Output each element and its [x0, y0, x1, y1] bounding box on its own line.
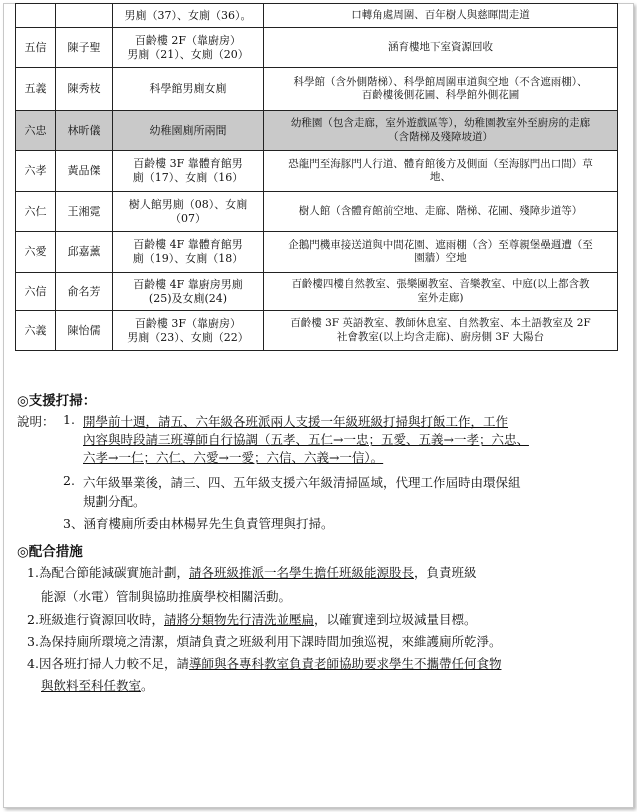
measures-item2-post: ，以確實達到垃圾減量目標。: [313, 612, 477, 627]
support-item2-line2: 規劃分配。: [83, 494, 146, 509]
area-cell-line: 園牆）空地: [414, 252, 467, 264]
measures-item4-post: 。: [141, 678, 154, 693]
teacher-cell: 俞名芳: [56, 273, 113, 311]
table-row: [16, 28, 618, 68]
measures-item4-emphasis2: 與飲料至科任教室: [41, 678, 142, 693]
restroom-cell-line: 百齡樓 3F（靠廚房）: [134, 316, 242, 330]
teacher-cell: 陳怡儒: [56, 311, 113, 351]
restroom-cell: [113, 273, 264, 311]
restroom-cell-line: 科學館男廁女廁: [149, 82, 227, 96]
restroom-cell-line: 廁（19）、女廁（18）: [132, 252, 244, 265]
teacher-cell: 邱嘉薰: [56, 232, 113, 273]
measures-item4-line2: [41, 676, 154, 694]
restroom-cell: [113, 232, 264, 273]
area-cell-line: 百齡樓四樓自然教室、張樂團教室、音樂教室、中庭(以上都含教: [291, 278, 590, 291]
area-cell-line: 科學館（含外側階梯）、科學館周圍車道與空地（不含遮雨棚）、: [293, 75, 588, 88]
measures-item4-emphasis1: 導師與各專科教室負責老師協助要求學生不攜帶任何食物: [188, 656, 502, 671]
teacher-cell: 林昕儀: [56, 111, 113, 151]
support-item1-line1: 開學前十週，請五、六年級各班派兩人支援一年級班級打掃與打飯工作，工作: [83, 414, 509, 429]
measures-item1: [27, 563, 476, 581]
restroom-cell: [113, 68, 264, 111]
measures-item3-num: 3.: [27, 634, 39, 649]
measures-item3: [27, 632, 501, 650]
table-row: [16, 68, 618, 111]
restroom-cell-line: 男廁（21）、女廁（20）: [127, 47, 249, 61]
measures-item2: [27, 610, 476, 628]
area-cell-line: 樹人館（含體育館前空地、走廊、階梯、花圃、殘障步道等）: [298, 204, 583, 217]
restroom-cell: [113, 28, 264, 68]
area-cell-line: 幼稚園（包含走廊，室外遊戲區等），幼稚園教室外至廚房的走廊: [290, 117, 591, 130]
measures-heading: ◎配合措施: [17, 544, 83, 560]
restroom-cell-line: 廁（17）、女廁（16）: [132, 171, 244, 184]
measures-item2-emphasis: 請將分類物先行清洗並壓扁: [163, 612, 314, 627]
teacher-cell: 黃品傑: [56, 151, 113, 192]
class-cell: 六仁: [16, 192, 56, 232]
support-item1-line2: 內容與時段請三班導師自行協調（五孝、五仁→一忠；五愛、五義→一孝；六忠、: [83, 432, 529, 447]
restroom-cell: [113, 4, 264, 28]
measures-item4: [27, 654, 501, 672]
restroom-cell-line: 樹人館男廁（08）、女廁: [128, 197, 248, 211]
area-cell-line: 室外走廊): [417, 291, 464, 304]
table-row: [16, 111, 618, 151]
support-item2-line1: 六年級畢業後，請三、四、五年級支援六年級清掃區域，代理工作屆時由環保組: [83, 475, 521, 490]
table-row: [16, 311, 618, 351]
area-cell-line: 企鵝門機車接送道與中間花園、遮雨棚（含）至尊親堡壘週遭（至: [288, 238, 593, 251]
area-cell: [264, 311, 618, 351]
measures-item2-pre: 班級進行資源回收時，: [38, 612, 164, 627]
support-item2-num: 2.: [63, 473, 75, 488]
restroom-cell-line: 百齡樓 4F 靠體育館男: [133, 238, 243, 252]
table-row: [16, 192, 618, 232]
area-cell-line: 恐龍門至海豚門人行道、體育館後方及側面（至海豚門出口間）草: [288, 157, 593, 170]
area-cell-line: 地、: [430, 171, 451, 183]
measures-item4-num: 4.: [27, 656, 39, 671]
support-item1-num: 1.: [63, 412, 75, 427]
table-row: [16, 273, 618, 311]
restroom-cell-line: 百齡樓 2F（靠廚房）: [134, 33, 242, 47]
table-row: [16, 151, 618, 192]
area-cell: [264, 232, 618, 273]
area-cell-line: 涵育樓地下室資源回收: [388, 40, 493, 53]
duty-table-body: [16, 4, 618, 351]
class-cell: 六孝: [16, 151, 56, 192]
class-cell: 六信: [16, 273, 56, 311]
teacher-cell: 陳秀枝: [56, 68, 113, 111]
area-cell: [264, 151, 618, 192]
area-cell-line: 百齡樓後側花圃、科學館外側花圃: [361, 89, 520, 101]
area-cell-line: （含階梯及殘障坡道）: [388, 130, 493, 143]
restroom-cell: [113, 192, 264, 232]
restroom-cell-line: 百齡樓 4F 靠廚房男廁: [133, 277, 243, 291]
measures-item1-pre: 為配合節能減碳實施計劃，: [38, 565, 189, 580]
teacher-cell: 王湘霓: [56, 192, 113, 232]
restroom-cell-line: 男廁（23）、女廁（22）: [127, 330, 249, 344]
restroom-cell-line: 幼稚園廁所兩間: [149, 123, 227, 137]
class-cell: [16, 4, 56, 28]
restroom-cell-line: 男廁（37）、女廁（36）。: [124, 8, 252, 22]
restroom-cell-line: 百齡樓 3F 靠體育館男: [133, 157, 243, 171]
measures-item1-num: 1.: [27, 565, 39, 580]
class-cell: 六忠: [16, 111, 56, 151]
area-cell: [264, 4, 618, 28]
restroom-cell-line: (25)及女廁(24): [148, 291, 228, 305]
class-cell: 六愛: [16, 232, 56, 273]
class-cell: 五信: [16, 28, 56, 68]
measures-item1-post: ，負責班級: [413, 565, 477, 580]
measures-item4-pre: 因各班打掃人力較不足，請: [38, 656, 189, 671]
table-row: [16, 232, 618, 273]
support-label: 說明：: [17, 414, 55, 429]
table-row: [16, 4, 618, 28]
area-cell-line: 口轉角處周圍、百年樹人與慈暉間走道: [351, 8, 530, 21]
support-heading: ◎支援打掃：: [17, 393, 97, 409]
restroom-cell-line: （07）: [170, 211, 206, 225]
measures-item1-line2: 能源（水電）管制與協助推廣學校相關活動。: [41, 589, 292, 604]
measures-item2-num: 2.: [27, 612, 39, 627]
class-cell: 六義: [16, 311, 56, 351]
area-cell: [264, 192, 618, 232]
measures-item1-emphasis: 請各班級推派一名學生擔任班級能源股長: [188, 565, 414, 580]
restroom-cell: [113, 111, 264, 151]
area-cell: [264, 273, 618, 311]
area-cell: [264, 68, 618, 111]
teacher-cell: [56, 4, 113, 28]
area-cell-line: 百齡樓 3F 英語教室、教師休息室、自然教室、本土語教室及 2F: [290, 317, 591, 330]
teacher-cell: 陳子聖: [56, 28, 113, 68]
area-cell-line: 社會教室(以上均含走廊)、廚房側 3F 大陽台: [336, 330, 545, 343]
restroom-cell: [113, 311, 264, 351]
cleaning-duty-table: [15, 3, 618, 351]
area-cell: [264, 111, 618, 151]
measures-item3-text: 為保持廁所環境之清潔，煩請負責之班級利用下課時間加強巡視，來維護廁所乾淨。: [38, 634, 502, 649]
restroom-cell: [113, 151, 264, 192]
support-item1-line3: 六孝→一仁；六仁、六愛→一愛；六信、六義→一信）。: [83, 450, 384, 465]
support-item3: 3、涵育樓廁所委由林楊昇先生負責管理與打掃。: [63, 516, 334, 531]
area-cell: [264, 28, 618, 68]
class-cell: 五義: [16, 68, 56, 111]
